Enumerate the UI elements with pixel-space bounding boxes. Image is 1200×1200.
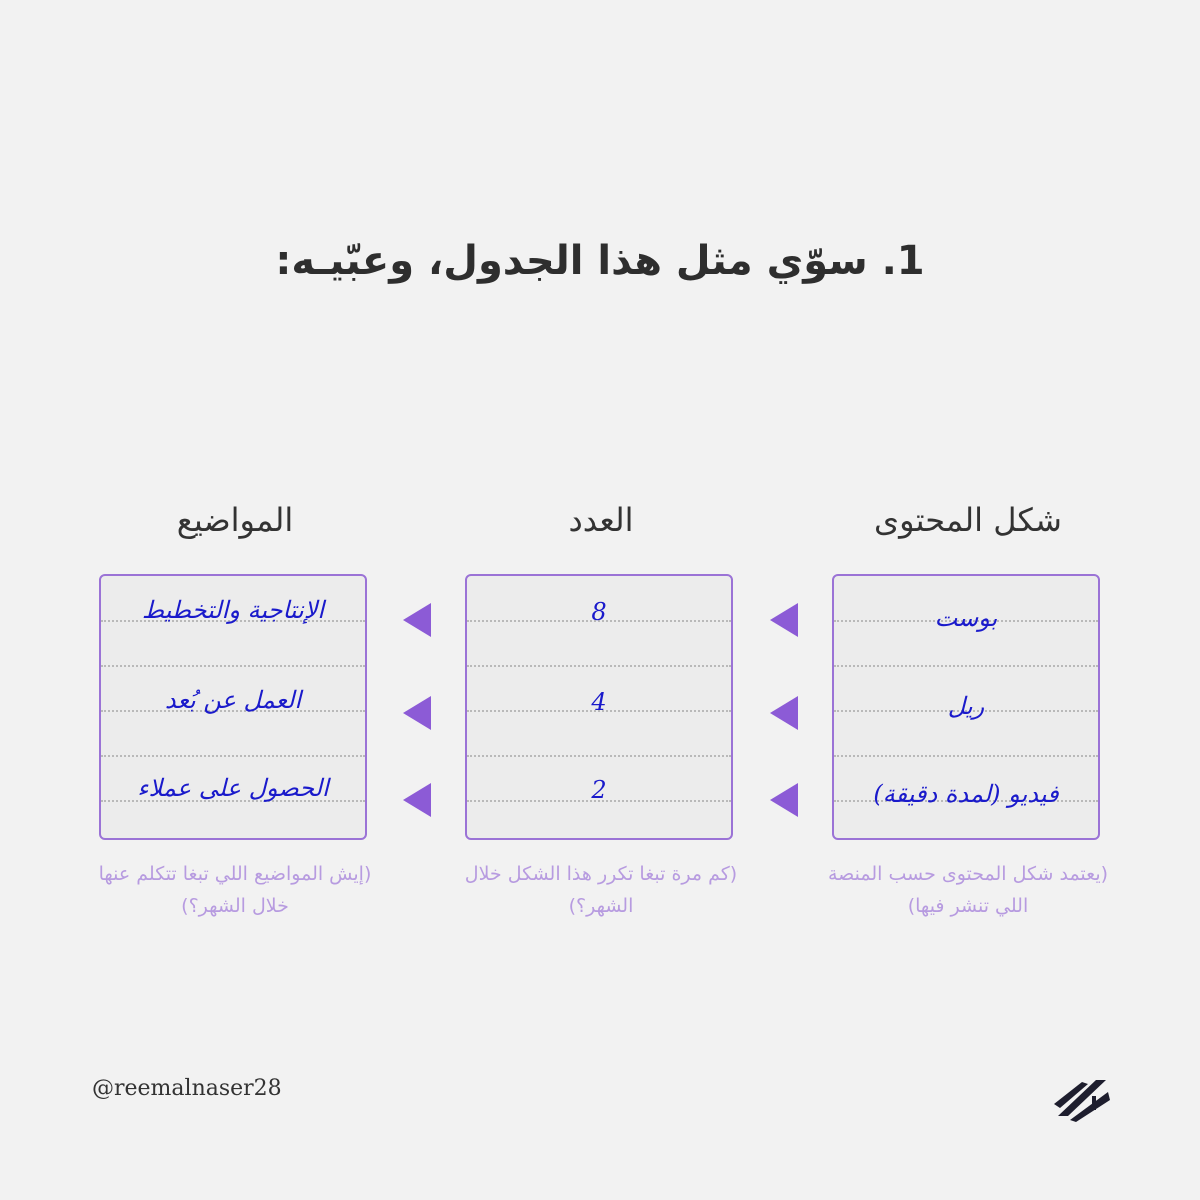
column-content-format <box>827 500 1109 917</box>
table-box <box>465 574 733 840</box>
column-header: المواضيع <box>176 501 294 539</box>
triangle-left-icon <box>403 603 431 637</box>
triangle-left-icon <box>403 696 431 730</box>
column-note: (يعتمد شكل المحتوى حسب المنصة اللي تنشر فيها) <box>827 863 1109 917</box>
triangle-left-icon <box>770 783 798 817</box>
row-divider <box>101 755 365 757</box>
table-cell: 8 <box>591 598 607 626</box>
table-box <box>99 574 367 840</box>
table-cell: الإنتاجية والتخطيط <box>141 596 325 624</box>
page-title: 1. سوّي مثل هذا الجدول، وعبّيـه: <box>275 238 925 284</box>
row-divider <box>467 665 731 667</box>
column-header: شكل المحتوى <box>874 501 1062 539</box>
triangle-left-icon <box>403 783 431 817</box>
table-box <box>832 574 1100 840</box>
table-cell: ريل <box>947 692 985 720</box>
table-cell: فيديو (لمدة دقيقة) <box>873 780 1059 808</box>
row-divider <box>467 755 731 757</box>
triangle-left-icon <box>770 603 798 637</box>
table-cell: العمل عن بُعد <box>164 686 302 714</box>
row-divider <box>834 755 1098 757</box>
triangle-left-icon <box>770 696 798 730</box>
author-handle: @reemalnaser28 <box>92 1076 282 1101</box>
brand-logo-icon <box>1052 1076 1112 1122</box>
row-divider <box>834 665 1098 667</box>
table-cell: بوست <box>934 604 998 632</box>
column-topics <box>98 500 372 917</box>
table-cell: الحصول على عملاء <box>137 774 329 802</box>
table-cell: 4 <box>591 688 607 716</box>
table-cell: 2 <box>591 776 607 804</box>
column-header: العدد <box>568 501 634 539</box>
column-count <box>464 500 738 917</box>
column-note: (إيش المواضيع اللي تبغا تتكلم عنها خلال الشهر؟) <box>98 863 372 917</box>
row-divider <box>101 665 365 667</box>
column-note: (كم مرة تبغا تكرر هذا الشكل خلال الشهر؟) <box>464 863 738 917</box>
